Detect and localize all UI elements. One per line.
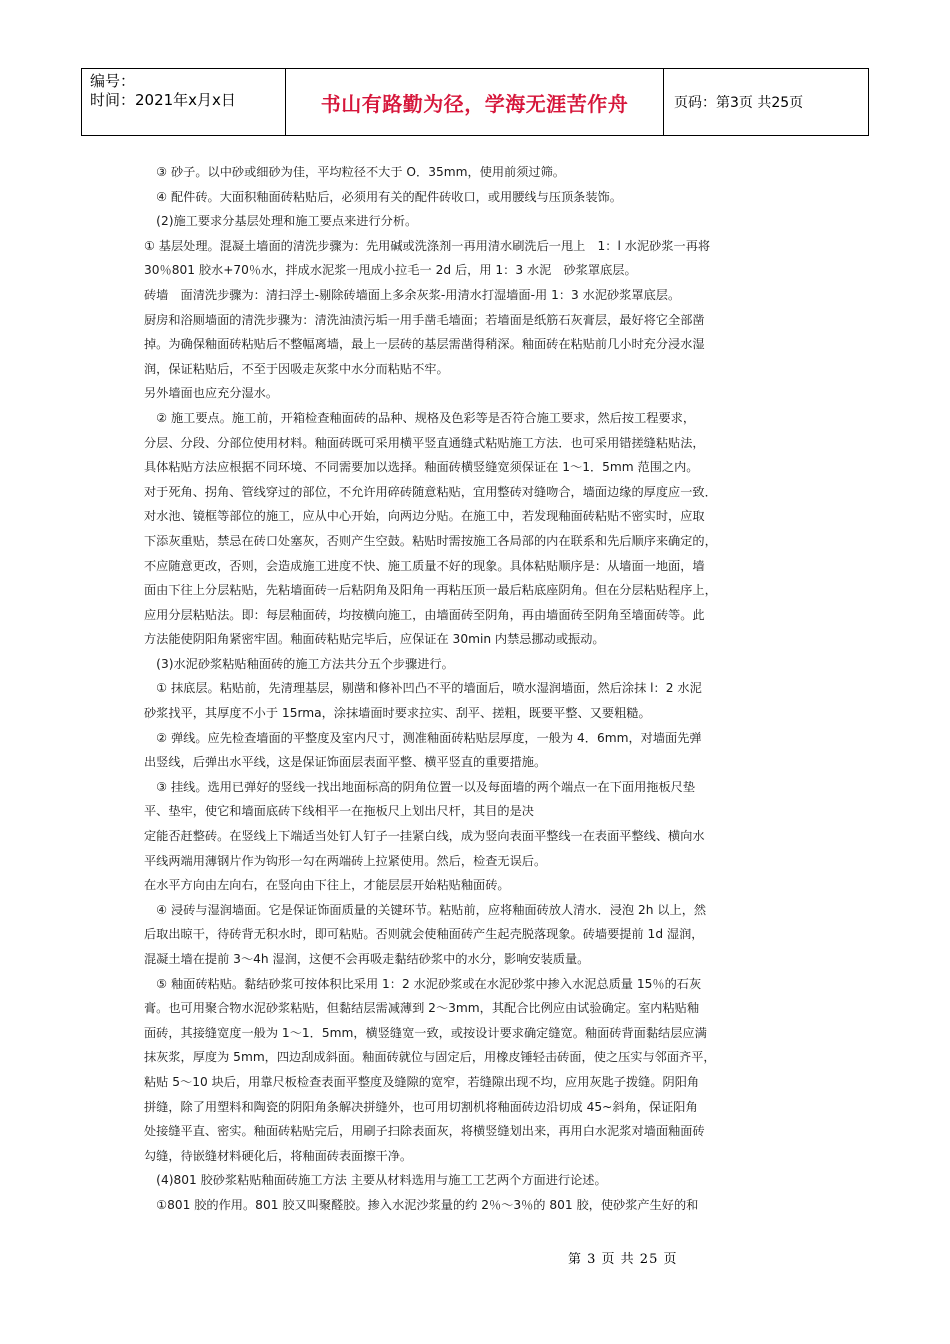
body-text-line: 膏。也可用聚合物水泥砂浆粘贴，但黏结层需减薄到 2～3mm，其配合比例应由试验确定。室内粘贴釉 <box>144 1001 700 1016</box>
body-text-line: ① 基层处理。混凝土墙面的清洗步骤为：先用碱或洗涤剂一再用清水刷洗后一甩上 1：l 水泥砂浆一再将 <box>144 238 711 253</box>
body-text-line: ⑤ 釉面砖粘贴。黏结砂浆可按体积比采用 1：2 水泥砂浆或在水泥砂浆中掺入水泥总质量 15％的石灰 <box>144 976 702 991</box>
body-text-line: 分层、分段、分部位使用材料。釉面砖既可采用横平竖直通缝式粘贴施工方法．也可采用错搓缝粘贴法， <box>144 435 705 450</box>
body-text-line: 下添灰重贴，禁忌在砖口处塞灰，否则产生空鼓。粘贴时需按施工各局部的内在联系和先后顺序来确定的， <box>144 533 717 548</box>
body-text-line: (3)水泥砂浆粘贴釉面砖的施工方法共分五个步骤进行。 <box>144 656 454 671</box>
body-text-line: 润，保证粘贴后，不至于因吸走灰浆中水分而粘贴不牢。 <box>144 361 449 376</box>
body-text-line: 混凝土墙在提前 3～4h 湿润，这便不会再吸走黏结砂浆中的水分，影响安装质量。 <box>144 952 590 966</box>
header-left-cell <box>82 69 286 135</box>
body-text-line: 平、垫牢，使它和墙面底砖下线相平一在拖板尺上划出尺杆，其目的是决 <box>144 804 534 819</box>
body-text-line: 拼缝，除了用塑料和陶瓷的阴阳角条解决拼缝外，也可用切割机将釉面砖边沿切成 45~斜角，保证阳角 <box>144 1099 698 1114</box>
body-text-line: (4)801 胶砂浆粘贴釉面砖施工方法 主要从材料选用与施工工艺两个方面进行论述。 <box>144 1173 607 1188</box>
body-text-line: 抹灰浆，厚度为 5mm，四边刮成斜面。釉面砖就位与固定后，用橡皮锤轻击砖面，使之压实与邻面齐平， <box>144 1050 716 1065</box>
number-label: 编号： <box>90 72 136 90</box>
body-text-line: 面砖，其接缝宽度一般为 1～1．5mm，横竖缝宽一致，或按设计要求确定缝宽。釉面砖背面黏结层应满 <box>144 1025 707 1040</box>
body-text-line: ④ 浸砖与湿润墙面。它是保证饰面质量的关键环节。粘贴前，应将釉面砖放人清水．浸泡 2h 以上，然 <box>144 902 707 917</box>
body-text-line: 应用分层粘贴法。即：每层釉面砖，均按横向施工，由墙面砖至阴角，再由墙面砖至阴角至墙面砖等。此 <box>144 607 705 622</box>
body-text-line: 定能否赶整砖。在竖线上下端适当处钉人钉子一挂紧白线，成为竖向表面平整线一在表面平整线、横向水 <box>144 829 705 844</box>
body-text-line: 出竖线，后弹出水平线，这是保证饰面层表面平整、横平竖直的重要措施。 <box>144 755 547 770</box>
body-text-line: 方法能使阴阳角紧密牢固。釉面砖粘贴完毕后，应保证在 30min 内禁忌挪动或振动。 <box>144 632 605 647</box>
body-text-line: 处接缝平直、密实。釉面砖粘贴完后，用刷子扫除表面灰，将横竖缝划出来，再用白水泥浆对墙面釉面砖 <box>144 1124 705 1139</box>
body-text-line: ③ 挂线。选用已弹好的竖线一找出地面标高的阴角位置一以及每面墙的两个端点一在下面用拖板尺垫 <box>144 779 696 794</box>
body-text-line: 粘贴 5～10 块后，用靠尺板检查表面平整度及缝隙的宽窄，若缝隙出现不均，应用灰匙子拨缝。阴阳角 <box>144 1074 700 1089</box>
date-label: 时间：2021年x月x日 <box>90 91 236 109</box>
body-text-line: 对于死角、拐角、管线穿过的部位，不允许用碎砖随意粘贴，宜用整砖对缝吻合，墙面边缘的厚度应一致． <box>144 484 717 499</box>
body-text-line: 30％801 胶水+70％水，拌成水泥浆一甩成小拉毛一 2d 后，用 1：3 水泥 砂浆罩底层。 <box>144 263 637 278</box>
document-body <box>144 160 814 1218</box>
body-text-line: ② 施工要点。施工前，开箱检查釉面砖的品种、规格及色彩等是否符合施工要求，然后按工程要求， <box>144 410 696 425</box>
body-text-line: ③ 砂子。以中砂或细砂为佳，平均粒径不大于 O．35mm，使用前须过筛。 <box>144 165 565 179</box>
motto-text: 书山有路勤为径，学海无涯苦作舟 <box>320 91 629 116</box>
page-number-label: 页码：第3页 共25页 <box>674 95 804 111</box>
body-text-line: 另外墙面也应充分湿水。 <box>144 386 279 401</box>
body-text-line: 面由下往上分层粘贴，先粘墙面砖一后粘阴角及阳角一再粘压顶一最后粘底座阴角。但在分层粘贴程序上， <box>144 583 717 598</box>
body-text-line: (2)施工要求分基层处理和施工要点来进行分析。 <box>144 214 418 229</box>
header-table <box>81 68 869 136</box>
body-text-line: 不应随意更改，否则，会造成施工进度不快、施工质量不好的现象。具体粘贴顺序是：从墙面一地面，墙 <box>144 558 705 573</box>
body-text-line: 勾缝，待嵌缝材料硬化后，将釉面砖表面擦干净。 <box>144 1148 413 1163</box>
body-text-line: ① 抹底层。粘贴前，先清理基层，剔凿和修补凹凸不平的墙面后，喷水湿润墙面，然后涂抹 l：2 水泥 <box>144 681 702 696</box>
body-text-line: ①801 胶的作用。801 胶又叫聚醛胶。掺入水泥沙浆量的约 2％～3％的 801 胶，使砂浆产生好的和 <box>144 1197 699 1212</box>
body-text-line: 后取出晾干，待砖背无积水时，即可粘贴。否则就会使釉面砖产生起壳脱落现象。砖墙要提前 1d 湿润， <box>144 927 704 942</box>
body-text-line: 对水池、镜框等部位的施工，应从中心开始，向两边分贴。在施工中，若发现釉面砖粘贴不密实时，应取 <box>144 509 705 524</box>
body-text-line: ④ 配件砖。大面积釉面砖粘贴后，必须用有关的配件砖收口，或用腰线与压顶条装饰。 <box>144 189 622 204</box>
body-text-line: 厨房和浴厕墙面的清洗步骤为：清洗油渍污垢一用手凿毛墙面；若墙面是纸筋石灰膏层，最好将它全部凿 <box>144 312 705 327</box>
body-text-line: 砂浆找平，其厚度不小于 15rma，涂抹墙面时要求拉实、刮平、搓粗，既要平整、又要粗糙。 <box>144 706 651 721</box>
motto-cell <box>286 69 664 135</box>
body-text-line: 掉。为确保釉面砖粘贴后不整幅离墙，最上一层砖的基层需凿得稍深。釉面砖在粘贴前几小时充分浸水湿 <box>144 337 705 352</box>
body-text-line: 平线两端用薄钢片作为钩形一勾在两端砖上拉紧使用。然后，检查无误后。 <box>144 853 547 868</box>
body-text-line: 砖墙 面清洗步骤为：清扫浮土-剔除砖墙面上多余灰浆-用清水打湿墙面-用 1：3 水泥砂浆罩底层。 <box>144 287 681 302</box>
body-text-line: 在水平方向由左向右，在竖向由下往上，才能层层开始粘贴釉面砖。 <box>144 878 510 893</box>
body-text-line: ② 弹线。应先检查墙面的平整度及室内尺寸，测准釉面砖粘贴层厚度，一般为 4．6mm，对墙面先弹 <box>144 730 702 745</box>
body-text-line: 具体粘贴方法应根据不同环境、不同需要加以选择。釉面砖横竖缝宽须保证在 1～1．5mm 范围之内。 <box>144 460 699 475</box>
page-footer: 第 3 页 共 25 页 <box>568 1252 678 1267</box>
page-number-cell <box>664 69 868 135</box>
